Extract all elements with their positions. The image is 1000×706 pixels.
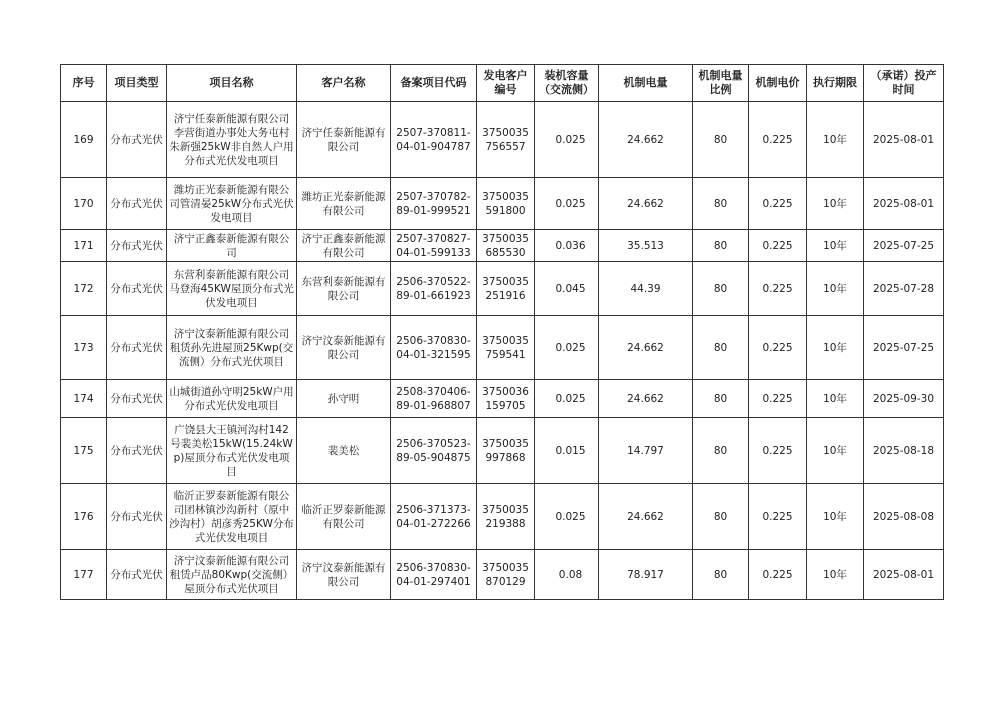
mechanism-price-cell: 0.225	[749, 550, 807, 600]
term-cell: 10年	[807, 262, 864, 316]
term-cell: 10年	[807, 484, 864, 550]
commission-date-cell: 2025-08-01	[864, 102, 944, 178]
table-row	[61, 230, 944, 262]
mechanism-price-cell: 0.225	[749, 262, 807, 316]
header-cell: 备案项目代码	[391, 65, 477, 102]
filing-code-cell: 2507-370827-04-01-599133	[391, 230, 477, 262]
customer-account-cell: 3750035591800	[477, 178, 535, 230]
mechanism-energy-cell: 24.662	[599, 380, 693, 418]
commission-date-cell: 2025-08-01	[864, 178, 944, 230]
project-name-cell: 济宁任泰新能源有限公司李营街道办事处大务屯村朱新强25kW非自然人户用分布式光伏发电项目	[167, 102, 297, 178]
capacity-cell: 0.015	[535, 418, 599, 484]
capacity-cell: 0.025	[535, 380, 599, 418]
energy-ratio-cell: 80	[693, 262, 749, 316]
mechanism-energy-cell: 24.662	[599, 178, 693, 230]
term-cell: 10年	[807, 316, 864, 380]
customer-name-cell: 孙守明	[297, 380, 391, 418]
term-cell: 10年	[807, 550, 864, 600]
filing-code-cell: 2508-370406-89-01-968807	[391, 380, 477, 418]
project-name-cell: 广饶县大王镇河沟村142号裴美松15kW(15.24kWp)屋顶分布式光伏发电项目	[167, 418, 297, 484]
commission-date-cell: 2025-08-08	[864, 484, 944, 550]
capacity-cell: 0.045	[535, 262, 599, 316]
project-type-cell: 分布式光伏	[107, 230, 167, 262]
filing-code-cell: 2506-370830-04-01-297401	[391, 550, 477, 600]
term-cell: 10年	[807, 230, 864, 262]
customer-name-cell: 济宁正鑫泰新能源有限公司	[297, 230, 391, 262]
header-cell: 客户名称	[297, 65, 391, 102]
mechanism-energy-cell: 24.662	[599, 316, 693, 380]
mechanism-price-cell: 0.225	[749, 380, 807, 418]
header-cell: 装机容量（交流侧）	[535, 65, 599, 102]
header-row	[61, 65, 944, 102]
customer-name-cell: 潍坊正光泰新能源有限公司	[297, 178, 391, 230]
term-cell: 10年	[807, 178, 864, 230]
customer-account-cell: 3750035997868	[477, 418, 535, 484]
table-row	[61, 418, 944, 484]
commission-date-cell: 2025-07-25	[864, 230, 944, 262]
project-name-cell: 济宁汶泰新能源有限公司租赁卢品80Kwp(交流侧）屋顶分布式光伏项目	[167, 550, 297, 600]
customer-name-cell: 裴美松	[297, 418, 391, 484]
mechanism-price-cell: 0.225	[749, 102, 807, 178]
project-table	[60, 64, 944, 600]
header-cell: 执行期限	[807, 65, 864, 102]
term-cell: 10年	[807, 418, 864, 484]
row-number-cell: 169	[61, 102, 107, 178]
capacity-cell: 0.025	[535, 178, 599, 230]
row-number-cell: 176	[61, 484, 107, 550]
customer-name-cell: 东营利泰新能源有限公司	[297, 262, 391, 316]
customer-account-cell: 3750036159705	[477, 380, 535, 418]
row-number-cell: 172	[61, 262, 107, 316]
table-row	[61, 550, 944, 600]
capacity-cell: 0.08	[535, 550, 599, 600]
row-number-cell: 177	[61, 550, 107, 600]
row-number-cell: 170	[61, 178, 107, 230]
energy-ratio-cell: 80	[693, 102, 749, 178]
filing-code-cell: 2506-370523-89-05-904875	[391, 418, 477, 484]
project-name-cell: 济宁汶泰新能源有限公司租赁孙先进屋顶25Kwp(交流侧）分布式光伏项目	[167, 316, 297, 380]
header-cell: 机制电量比例	[693, 65, 749, 102]
mechanism-price-cell: 0.225	[749, 484, 807, 550]
energy-ratio-cell: 80	[693, 550, 749, 600]
commission-date-cell: 2025-07-28	[864, 262, 944, 316]
project-type-cell: 分布式光伏	[107, 550, 167, 600]
project-type-cell: 分布式光伏	[107, 418, 167, 484]
filing-code-cell: 2506-370830-04-01-321595	[391, 316, 477, 380]
project-name-cell: 潍坊正光泰新能源有限公司管清晏25kW分布式光伏发电项目	[167, 178, 297, 230]
header-cell: 项目名称	[167, 65, 297, 102]
customer-name-cell: 济宁任泰新能源有限公司	[297, 102, 391, 178]
commission-date-cell: 2025-09-30	[864, 380, 944, 418]
capacity-cell: 0.036	[535, 230, 599, 262]
header-cell: （承诺）投产时间	[864, 65, 944, 102]
project-name-cell: 东营利泰新能源有限公司马登海45KW屋顶分布式光伏发电项目	[167, 262, 297, 316]
customer-name-cell: 临沂正罗泰新能源有限公司	[297, 484, 391, 550]
commission-date-cell: 2025-08-01	[864, 550, 944, 600]
energy-ratio-cell: 80	[693, 418, 749, 484]
customer-account-cell: 3750035251916	[477, 262, 535, 316]
table-row	[61, 380, 944, 418]
header-cell: 发电客户编号	[477, 65, 535, 102]
energy-ratio-cell: 80	[693, 316, 749, 380]
table-row	[61, 102, 944, 178]
mechanism-energy-cell: 78.917	[599, 550, 693, 600]
customer-name-cell: 济宁汶泰新能源有限公司	[297, 550, 391, 600]
project-type-cell: 分布式光伏	[107, 102, 167, 178]
project-name-cell: 山城街道孙守明25kW户用分布式光伏发电项目	[167, 380, 297, 418]
customer-account-cell: 3750035756557	[477, 102, 535, 178]
filing-code-cell: 2506-371373-04-01-272266	[391, 484, 477, 550]
project-name-cell: 济宁正鑫泰新能源有限公司	[167, 230, 297, 262]
mechanism-price-cell: 0.225	[749, 418, 807, 484]
project-type-cell: 分布式光伏	[107, 178, 167, 230]
energy-ratio-cell: 80	[693, 484, 749, 550]
table-row	[61, 178, 944, 230]
mechanism-energy-cell: 14.797	[599, 418, 693, 484]
table-row	[61, 316, 944, 380]
customer-name-cell: 济宁汶泰新能源有限公司	[297, 316, 391, 380]
capacity-cell: 0.025	[535, 484, 599, 550]
project-type-cell: 分布式光伏	[107, 262, 167, 316]
filing-code-cell: 2507-370782-89-01-999521	[391, 178, 477, 230]
row-number-cell: 171	[61, 230, 107, 262]
row-number-cell: 173	[61, 316, 107, 380]
project-type-cell: 分布式光伏	[107, 484, 167, 550]
customer-account-cell: 3750035870129	[477, 550, 535, 600]
filing-code-cell: 2506-370522-89-01-661923	[391, 262, 477, 316]
capacity-cell: 0.025	[535, 102, 599, 178]
energy-ratio-cell: 80	[693, 230, 749, 262]
term-cell: 10年	[807, 380, 864, 418]
commission-date-cell: 2025-08-18	[864, 418, 944, 484]
mechanism-price-cell: 0.225	[749, 316, 807, 380]
mechanism-energy-cell: 24.662	[599, 484, 693, 550]
mechanism-price-cell: 0.225	[749, 230, 807, 262]
header-cell: 项目类型	[107, 65, 167, 102]
term-cell: 10年	[807, 102, 864, 178]
mechanism-energy-cell: 35.513	[599, 230, 693, 262]
commission-date-cell: 2025-07-25	[864, 316, 944, 380]
customer-account-cell: 3750035685530	[477, 230, 535, 262]
project-name-cell: 临沂正罗泰新能源有限公司团林镇沙沟新村（原中沙沟村）胡彦秀25KW分布式光伏发电项目	[167, 484, 297, 550]
capacity-cell: 0.025	[535, 316, 599, 380]
header-cell: 机制电价	[749, 65, 807, 102]
header-cell: 序号	[61, 65, 107, 102]
table-row	[61, 484, 944, 550]
row-number-cell: 175	[61, 418, 107, 484]
energy-ratio-cell: 80	[693, 380, 749, 418]
mechanism-energy-cell: 24.662	[599, 102, 693, 178]
header-cell: 机制电量	[599, 65, 693, 102]
mechanism-energy-cell: 44.39	[599, 262, 693, 316]
table-row	[61, 262, 944, 316]
row-number-cell: 174	[61, 380, 107, 418]
customer-account-cell: 3750035219388	[477, 484, 535, 550]
customer-account-cell: 3750035759541	[477, 316, 535, 380]
filing-code-cell: 2507-370811-04-01-904787	[391, 102, 477, 178]
mechanism-price-cell: 0.225	[749, 178, 807, 230]
project-type-cell: 分布式光伏	[107, 380, 167, 418]
energy-ratio-cell: 80	[693, 178, 749, 230]
project-type-cell: 分布式光伏	[107, 316, 167, 380]
